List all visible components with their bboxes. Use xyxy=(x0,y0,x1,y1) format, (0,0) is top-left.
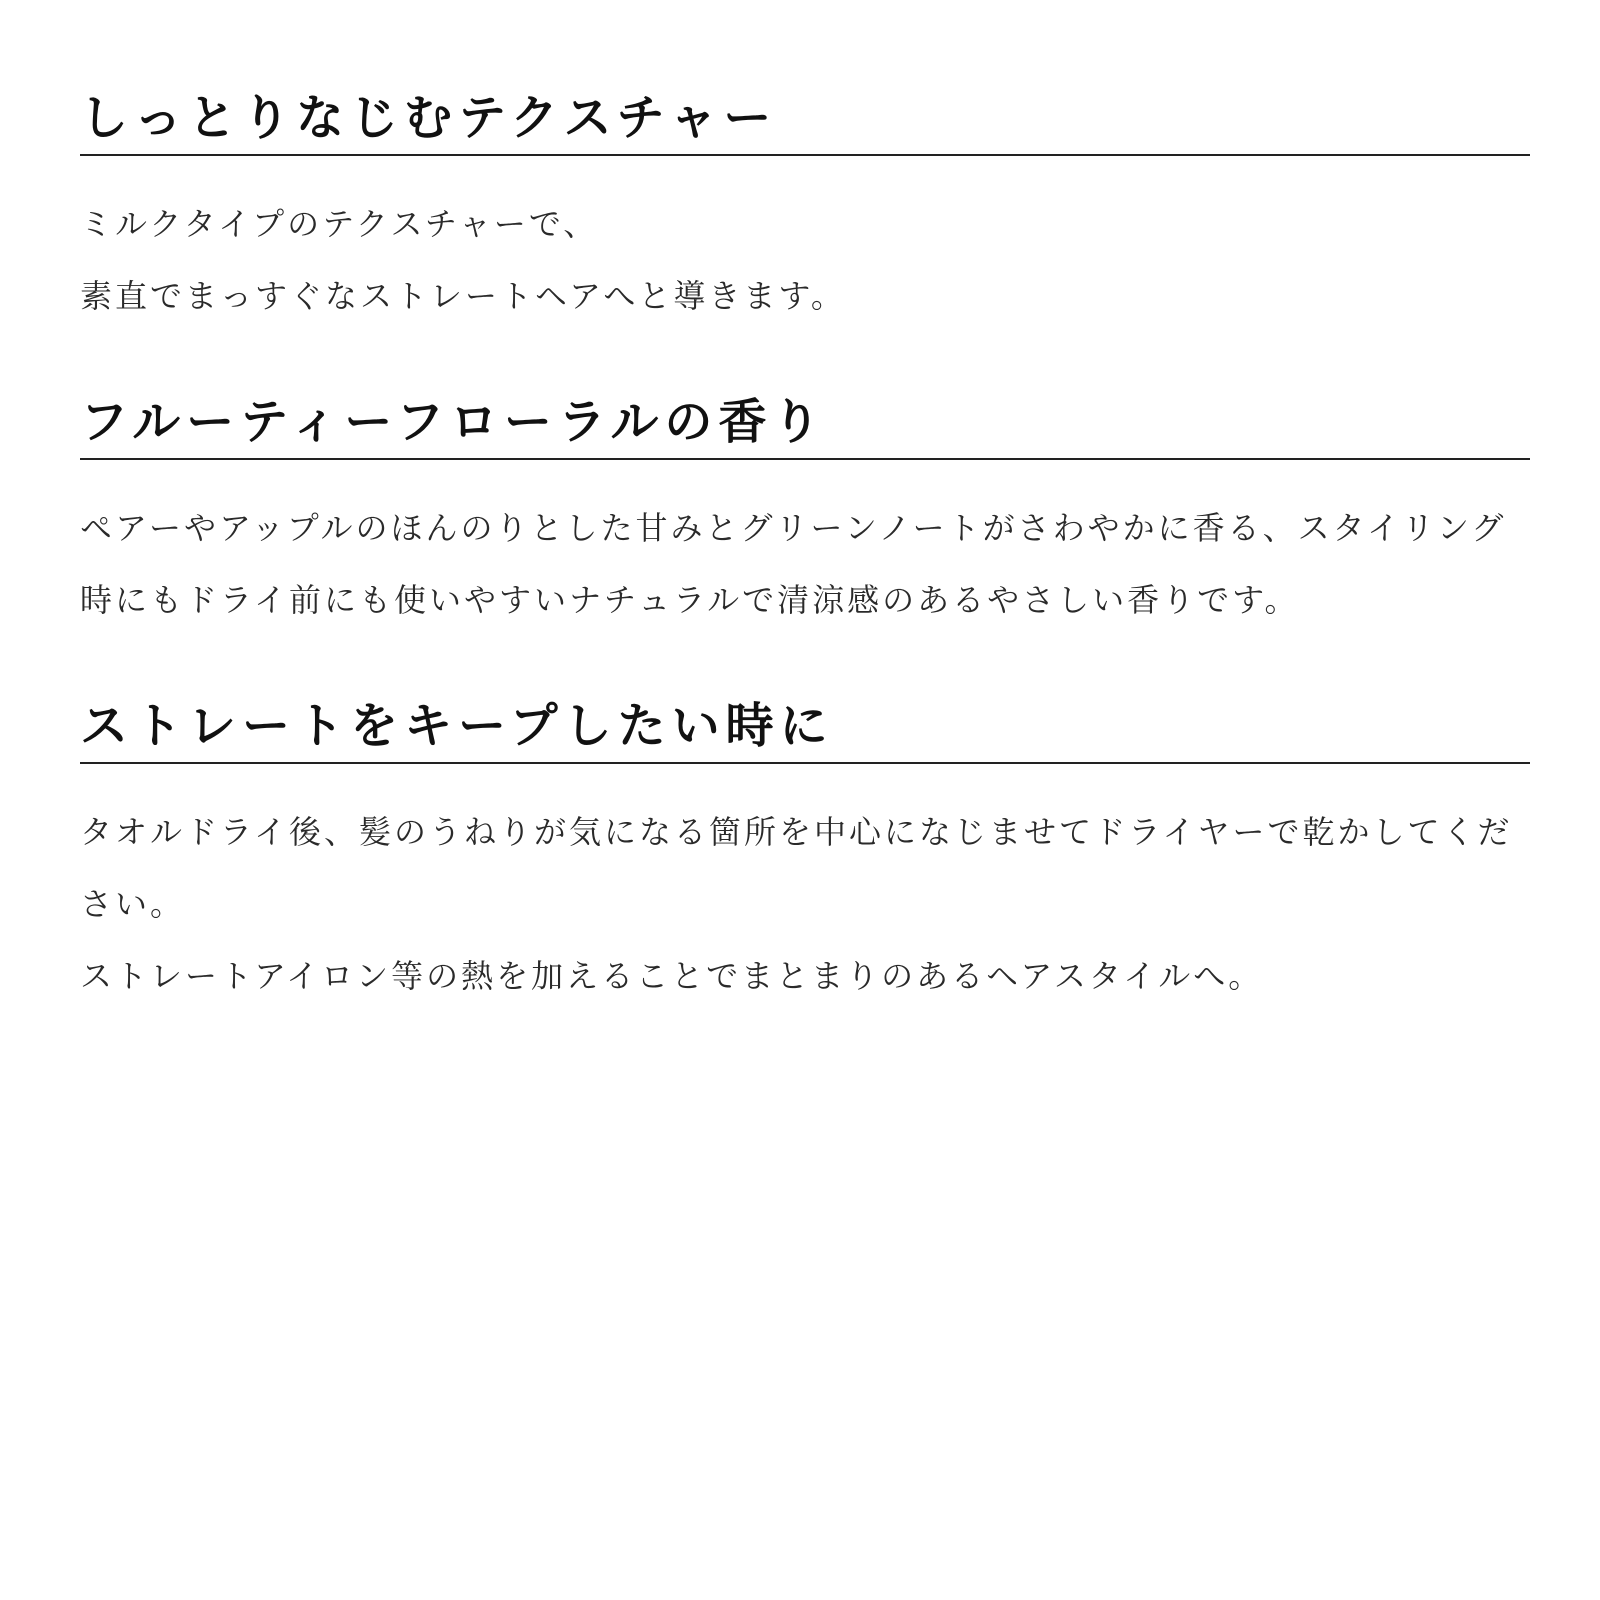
section-fragrance xyxy=(80,392,1530,636)
section-body xyxy=(80,188,1530,332)
body-line: ミルクタイプのテクスチャーで、 xyxy=(80,205,599,243)
section-body xyxy=(80,796,1530,1012)
heading-divider xyxy=(80,154,1530,156)
section-heading: フルーティーフローラルの香り xyxy=(80,394,827,450)
body-line: タオルドライ後、髪のうねりが気になる箇所を中心になじませてドライヤーで乾かしてください。 xyxy=(80,813,1513,923)
section-body xyxy=(80,492,1530,636)
section-usage xyxy=(80,696,1530,1012)
body-line: 素直でまっすぐなストレートヘアへと導きます。 xyxy=(80,277,846,315)
section-texture xyxy=(80,88,1530,332)
heading-divider xyxy=(80,458,1530,460)
body-line: ストレートアイロン等の熱を加えることでまとまりのあるヘアスタイルへ。 xyxy=(80,957,1264,995)
section-heading: しっとりなじむテクスチャー xyxy=(80,90,778,146)
body-line: ペアーやアップルのほんのりとした甘みとグリーンノートがさわやかに香る、スタイリング時にもドライ前にも使いやすいナチュラルで清涼感のあるやさしい香りです。 xyxy=(80,509,1507,619)
heading-divider xyxy=(80,762,1530,764)
section-heading: ストレートをキープしたい時に xyxy=(80,698,834,754)
